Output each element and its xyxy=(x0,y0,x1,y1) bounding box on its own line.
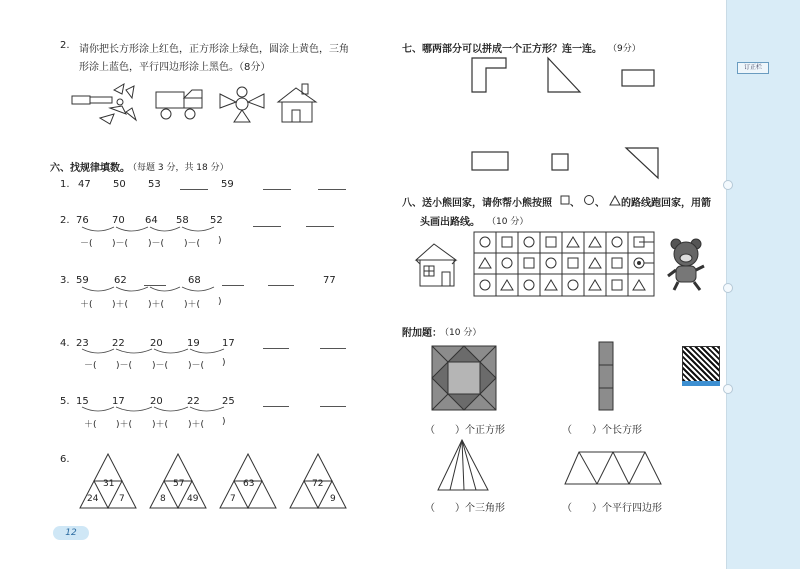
row1-value: 59 xyxy=(221,179,234,190)
row1-num: 1. xyxy=(60,179,70,190)
q6-num: 6. xyxy=(60,454,70,465)
row4-value: 19 xyxy=(187,338,200,349)
triangle-shape xyxy=(220,94,236,108)
correction-tab: 订正栏 xyxy=(737,62,769,74)
triangle-fan-figure xyxy=(436,438,496,494)
answer-blank[interactable] xyxy=(306,226,334,227)
triangle-shape xyxy=(126,108,136,120)
triangle-shape xyxy=(278,88,316,102)
row5-value: 22 xyxy=(187,396,200,407)
row4-op: ) xyxy=(222,358,226,368)
row5-value: 25 xyxy=(222,396,235,407)
row4-op: －( xyxy=(84,361,97,371)
page-number: 12 xyxy=(53,526,89,540)
triangle-shape xyxy=(248,94,264,108)
row3-value: 62 xyxy=(114,275,127,286)
tri2-top: 57 xyxy=(173,479,185,489)
tri2-right: 49 xyxy=(187,494,199,504)
row2-op: )－( xyxy=(184,239,201,249)
row3-op: )＋( xyxy=(148,300,165,310)
shape-pictures xyxy=(70,80,320,130)
row3-arcs xyxy=(76,286,236,296)
stacked-rectangles-figure xyxy=(597,340,617,414)
q2-number: 2. xyxy=(60,40,70,51)
rectangle-shape xyxy=(90,97,112,103)
row3-num: 3. xyxy=(60,275,70,286)
tri1-left: 24 xyxy=(87,494,99,504)
tri1-top: 31 xyxy=(103,479,115,489)
row5-op: )＋( xyxy=(188,420,205,430)
answer-blank[interactable] xyxy=(268,285,294,286)
binding-hole xyxy=(723,283,733,293)
rectangle-piece[interactable] xyxy=(622,70,654,86)
row4-value: 22 xyxy=(112,338,125,349)
s6-score: （每题 3 分，共 18 分） xyxy=(128,163,229,173)
bonus-label-rectangles: （ ）个长方形 xyxy=(562,425,642,436)
row1-value: 47 xyxy=(78,179,91,190)
right-margin-bar xyxy=(726,0,800,569)
row4-num: 4. xyxy=(60,338,70,349)
row5-value: 17 xyxy=(112,396,125,407)
square-piece[interactable] xyxy=(552,154,568,170)
tri3-left: 7 xyxy=(230,494,236,504)
tri4-top: 72 xyxy=(312,479,324,489)
answer-blank[interactable] xyxy=(263,348,289,349)
triangle-shape xyxy=(234,110,250,122)
circle-shape xyxy=(161,109,171,119)
row2-value: 76 xyxy=(76,215,89,226)
row2-value: 64 xyxy=(145,215,158,226)
bonus-score: （10 分） xyxy=(440,328,482,338)
answer-blank[interactable] xyxy=(253,226,281,227)
tri4-right: 9 xyxy=(330,494,336,504)
s8-sep2: 、 xyxy=(595,198,605,209)
binding-hole xyxy=(723,180,733,190)
s8-title-d: 的路线跑回家，用箭 xyxy=(621,198,711,209)
row2-num: 2. xyxy=(60,215,70,226)
binding-hole xyxy=(723,384,733,394)
s7-score: （9分） xyxy=(608,44,641,54)
answer-blank[interactable] xyxy=(263,406,289,407)
row5-value: 15 xyxy=(76,396,89,407)
rectangle-piece[interactable] xyxy=(472,152,508,170)
answer-blank[interactable] xyxy=(320,406,346,407)
circle-shape xyxy=(237,87,247,97)
bonus-label-triangles: （ ）个三角形 xyxy=(425,503,505,514)
qr-label-bar xyxy=(682,381,720,386)
row5-value: 20 xyxy=(150,396,163,407)
circle-shape xyxy=(236,98,248,110)
answer-blank[interactable] xyxy=(180,189,208,190)
row1-value: 53 xyxy=(148,179,161,190)
row4-value: 17 xyxy=(222,338,235,349)
row2-op: －( xyxy=(80,239,93,249)
house-icon xyxy=(412,238,462,290)
row3-op: )＋( xyxy=(184,300,201,310)
triangle-piece[interactable] xyxy=(548,58,580,92)
q2-line1: 请你把长方形涂上红色，正方形涂上绿色，圆涂上黄色，三角 xyxy=(79,44,349,55)
bear-icon xyxy=(664,236,714,292)
s6-title: 六、找规律填数。 xyxy=(50,163,130,174)
row4-value: 23 xyxy=(76,338,89,349)
tri1-right: 7 xyxy=(119,494,125,504)
row4-op: )－( xyxy=(116,361,133,371)
circle-shape xyxy=(117,99,123,105)
row2-value: 52 xyxy=(210,215,223,226)
l-shape-piece[interactable] xyxy=(472,58,506,92)
number-triangles xyxy=(78,452,368,514)
row5-op: ＋( xyxy=(84,420,97,430)
square-icon xyxy=(561,196,569,204)
row1-value: 50 xyxy=(113,179,126,190)
row2-arcs xyxy=(76,226,236,236)
s7-title: 七、哪两部分可以拼成一个正方形？连一连。 xyxy=(402,44,602,55)
row3-value: 59 xyxy=(76,275,89,286)
square-pieces xyxy=(460,56,700,176)
s8-title-a: 八、送小熊回家，请你帮小熊按照 xyxy=(402,198,552,209)
s8-sep1: 、 xyxy=(570,198,580,209)
triangle-piece[interactable] xyxy=(626,148,658,178)
row2-op: )－( xyxy=(112,239,129,249)
row3-op: ＋( xyxy=(80,300,93,310)
row2-op: )－( xyxy=(148,239,165,249)
tri3-top: 63 xyxy=(243,479,255,489)
circle-icon xyxy=(585,196,594,205)
triangle-shape xyxy=(100,114,114,124)
row2-op: ) xyxy=(218,236,222,246)
bonus-label-parallelograms: （ ）个平行四边形 xyxy=(562,503,662,514)
s8-score: （10 分） xyxy=(487,217,529,227)
bonus-title: 附加题： xyxy=(402,328,442,339)
q2-line2: 形涂上蓝色，平行四边形涂上黑色。（8分） xyxy=(79,62,271,73)
answer-blank[interactable] xyxy=(263,189,291,190)
square-shape xyxy=(282,102,312,122)
parallelogram-figure xyxy=(563,450,667,490)
row2-value: 58 xyxy=(176,215,189,226)
row4-op: )－( xyxy=(152,361,169,371)
row5-op: ) xyxy=(222,417,226,427)
row4-arcs xyxy=(76,348,246,358)
circle-shape xyxy=(185,109,195,119)
row5-op: )＋( xyxy=(116,420,133,430)
triangle-shape xyxy=(110,106,126,114)
bonus-label-squares: （ ）个正方形 xyxy=(425,425,505,436)
row4-op: )－( xyxy=(188,361,205,371)
row3-op: ) xyxy=(218,297,222,307)
row5-arcs xyxy=(76,406,246,416)
row3-value: 77 xyxy=(323,275,336,286)
nested-squares-figure xyxy=(430,344,500,414)
triangle-shape xyxy=(114,84,124,94)
row3-op: )＋( xyxy=(112,300,129,310)
row4-value: 20 xyxy=(150,338,163,349)
triangle-icon xyxy=(610,196,620,205)
row3-value: 68 xyxy=(188,275,201,286)
row2-value: 70 xyxy=(112,215,125,226)
tri2-left: 8 xyxy=(160,494,166,504)
rectangle-shape xyxy=(72,96,90,104)
row5-op: )＋( xyxy=(152,420,169,430)
s8-line2: 头画出路线。 xyxy=(420,217,480,228)
answer-blank[interactable] xyxy=(318,189,346,190)
qr-code xyxy=(682,346,720,382)
answer-blank[interactable] xyxy=(320,348,346,349)
square-shape xyxy=(156,92,184,108)
triangle-shape xyxy=(126,86,134,98)
row5-num: 5. xyxy=(60,396,70,407)
